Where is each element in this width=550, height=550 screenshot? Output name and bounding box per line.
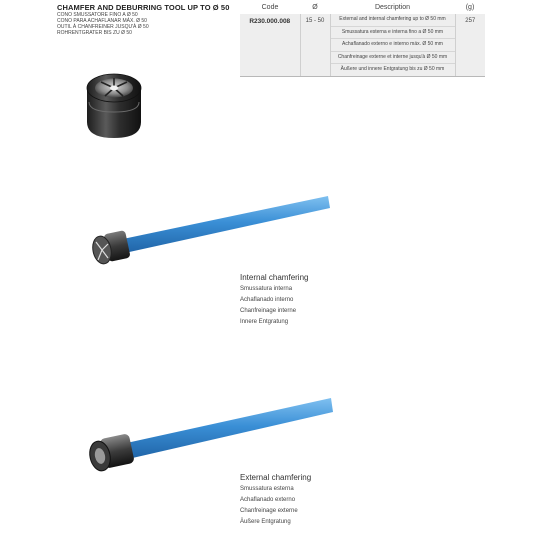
product-code: R230.000.008 (240, 14, 300, 76)
diameter-range: 15 - 50 (300, 14, 330, 76)
spec-table-header (240, 0, 485, 14)
external-line-de: Äußere Entgratung (240, 519, 291, 525)
internal-chamfering-image (80, 188, 335, 268)
chamfer-tool-image (75, 62, 153, 144)
header-diameter: Ø (312, 3, 318, 11)
weight-value: 257 (455, 14, 485, 76)
description-de: Äußere und innere Entgratung bis zu Ø 50 mm (340, 66, 445, 73)
header-description: Description (374, 3, 410, 11)
header-code: Code (261, 3, 279, 11)
internal-line-it: Smussatura interna (240, 286, 293, 292)
external-chamfering-image (82, 392, 337, 477)
spec-table (240, 0, 485, 77)
title-translation-es: CONO PARA ACHAFLANAR MÁX. Ø 50 (57, 18, 147, 24)
header-weight: (g) (465, 3, 475, 11)
title-translation-fr: OUTIL À CHANFREINER JUSQU'À Ø 50 (57, 24, 149, 30)
internal-line-fr: Chanfreinage interne (240, 308, 297, 314)
internal-line-es: Achaflanado interno (240, 297, 294, 303)
internal-line-de: Innere Entgratung (240, 319, 289, 325)
external-chamfering-title: External chamfering (240, 473, 312, 482)
internal-chamfering-title: Internal chamfering (240, 273, 309, 282)
description-cell (330, 14, 455, 76)
external-line-es: Achaflanado externo (240, 497, 296, 503)
page-title: CHAMFER AND DEBURRING TOOL UP TO Ø 50 (57, 3, 230, 12)
description-it: Smussatura esterna e interna fino a Ø 50 mm (331, 27, 455, 40)
external-line-it: Smussatura esterna (240, 486, 294, 492)
description-fr: Chanfreinage externe et interne jusqu'à Ø 50 mm (331, 52, 455, 65)
external-line-fr: Chanfreinage externe (240, 508, 298, 514)
table-row (240, 14, 485, 76)
title-translation-it: CONO SMUSSATORE FINO A Ø 50 (57, 12, 138, 18)
title-translation-de: ROHRENTGRATER BIS ZU Ø 50 (57, 30, 132, 36)
description-es: Achaflanado externo e interno máx. Ø 50 mm (331, 39, 455, 52)
description-en: External and internal chamfering up to Ø 50 mm (331, 14, 455, 27)
